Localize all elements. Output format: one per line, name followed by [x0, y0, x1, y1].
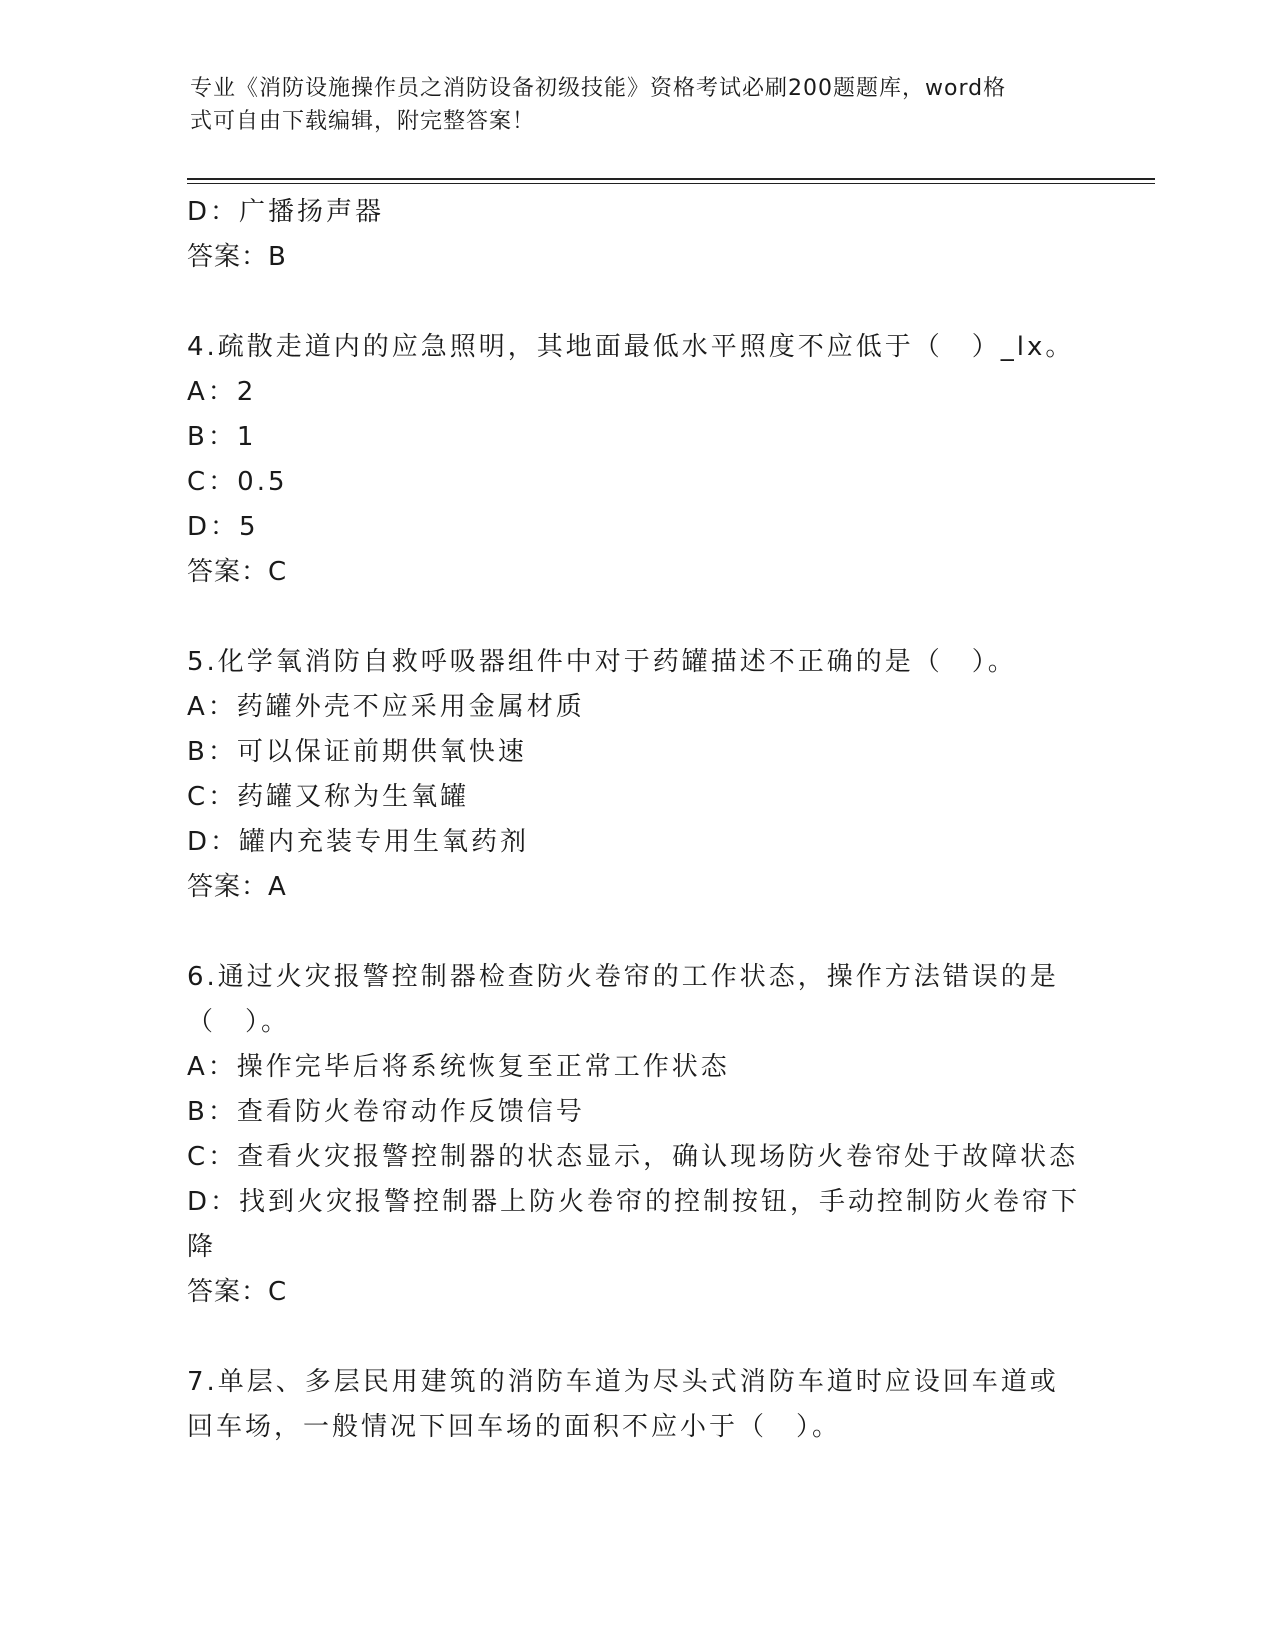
question-stem-line-2: 回车场，一般情况下回车场的面积不应小于（ ）。	[187, 1412, 842, 1442]
question-6	[187, 955, 1087, 1315]
spacer	[187, 595, 1087, 640]
option-a: A：操作完毕后将系统恢复至正常工作状态	[187, 1052, 730, 1082]
question-list	[187, 190, 1087, 1450]
option-b: B：查看防火卷帘动作反馈信号	[187, 1097, 585, 1127]
answer: 答案：C	[187, 557, 288, 587]
header-line-2: 式可自由下载编辑，附完整答案！	[190, 109, 536, 134]
option-d-line-2: 降	[187, 1232, 217, 1262]
header-divider-thin	[187, 183, 1155, 184]
question-stem: 4.疏散走道内的应急照明，其地面最低水平照度不应低于（ ）_lx。	[187, 332, 1075, 362]
option-d: D：广播扬声器	[187, 197, 385, 227]
option-b: B：1	[187, 422, 257, 452]
spacer	[187, 280, 1087, 325]
option-d-line-1: D：找到火灾报警控制器上防火卷帘的控制按钮，手动控制防火卷帘下	[187, 1187, 1081, 1217]
spacer	[187, 910, 1087, 955]
question-stem-line-1: 7.单层、多层民用建筑的消防车道为尽头式消防车道时应设回车道或	[187, 1367, 1059, 1397]
question-stem-line-2: （ ）。	[187, 1007, 291, 1037]
document-header	[190, 72, 1070, 138]
question-stem: 5.化学氧消防自救呼吸器组件中对于药罐描述不正确的是（ ）。	[187, 647, 1017, 677]
question-4	[187, 325, 1087, 595]
question-stem-line-1: 6.通过火灾报警控制器检查防火卷帘的工作状态，操作方法错误的是	[187, 962, 1059, 992]
option-a: A：药罐外壳不应采用金属材质	[187, 692, 585, 722]
option-b: B：可以保证前期供氧快速	[187, 737, 527, 767]
option-a: A：2	[187, 377, 257, 407]
answer: 答案：A	[187, 872, 287, 902]
header-divider-thick	[187, 178, 1155, 180]
spacer	[187, 1315, 1087, 1360]
question-3-tail	[187, 190, 1087, 280]
answer: 答案：C	[187, 1277, 288, 1307]
answer: 答案：B	[187, 242, 287, 272]
option-c: C：药罐又称为生氧罐	[187, 782, 470, 812]
option-d: D：5	[187, 512, 259, 542]
option-c: C：0.5	[187, 467, 288, 497]
header-line-1: 专业《消防设施操作员之消防设备初级技能》资格考试必刷200题题库，word格	[190, 76, 1007, 101]
option-c: C：查看火灾报警控制器的状态显示，确认现场防火卷帘处于故障状态	[187, 1142, 1079, 1172]
option-d: D：罐内充装专用生氧药剂	[187, 827, 530, 857]
question-5	[187, 640, 1087, 910]
question-7	[187, 1360, 1087, 1450]
